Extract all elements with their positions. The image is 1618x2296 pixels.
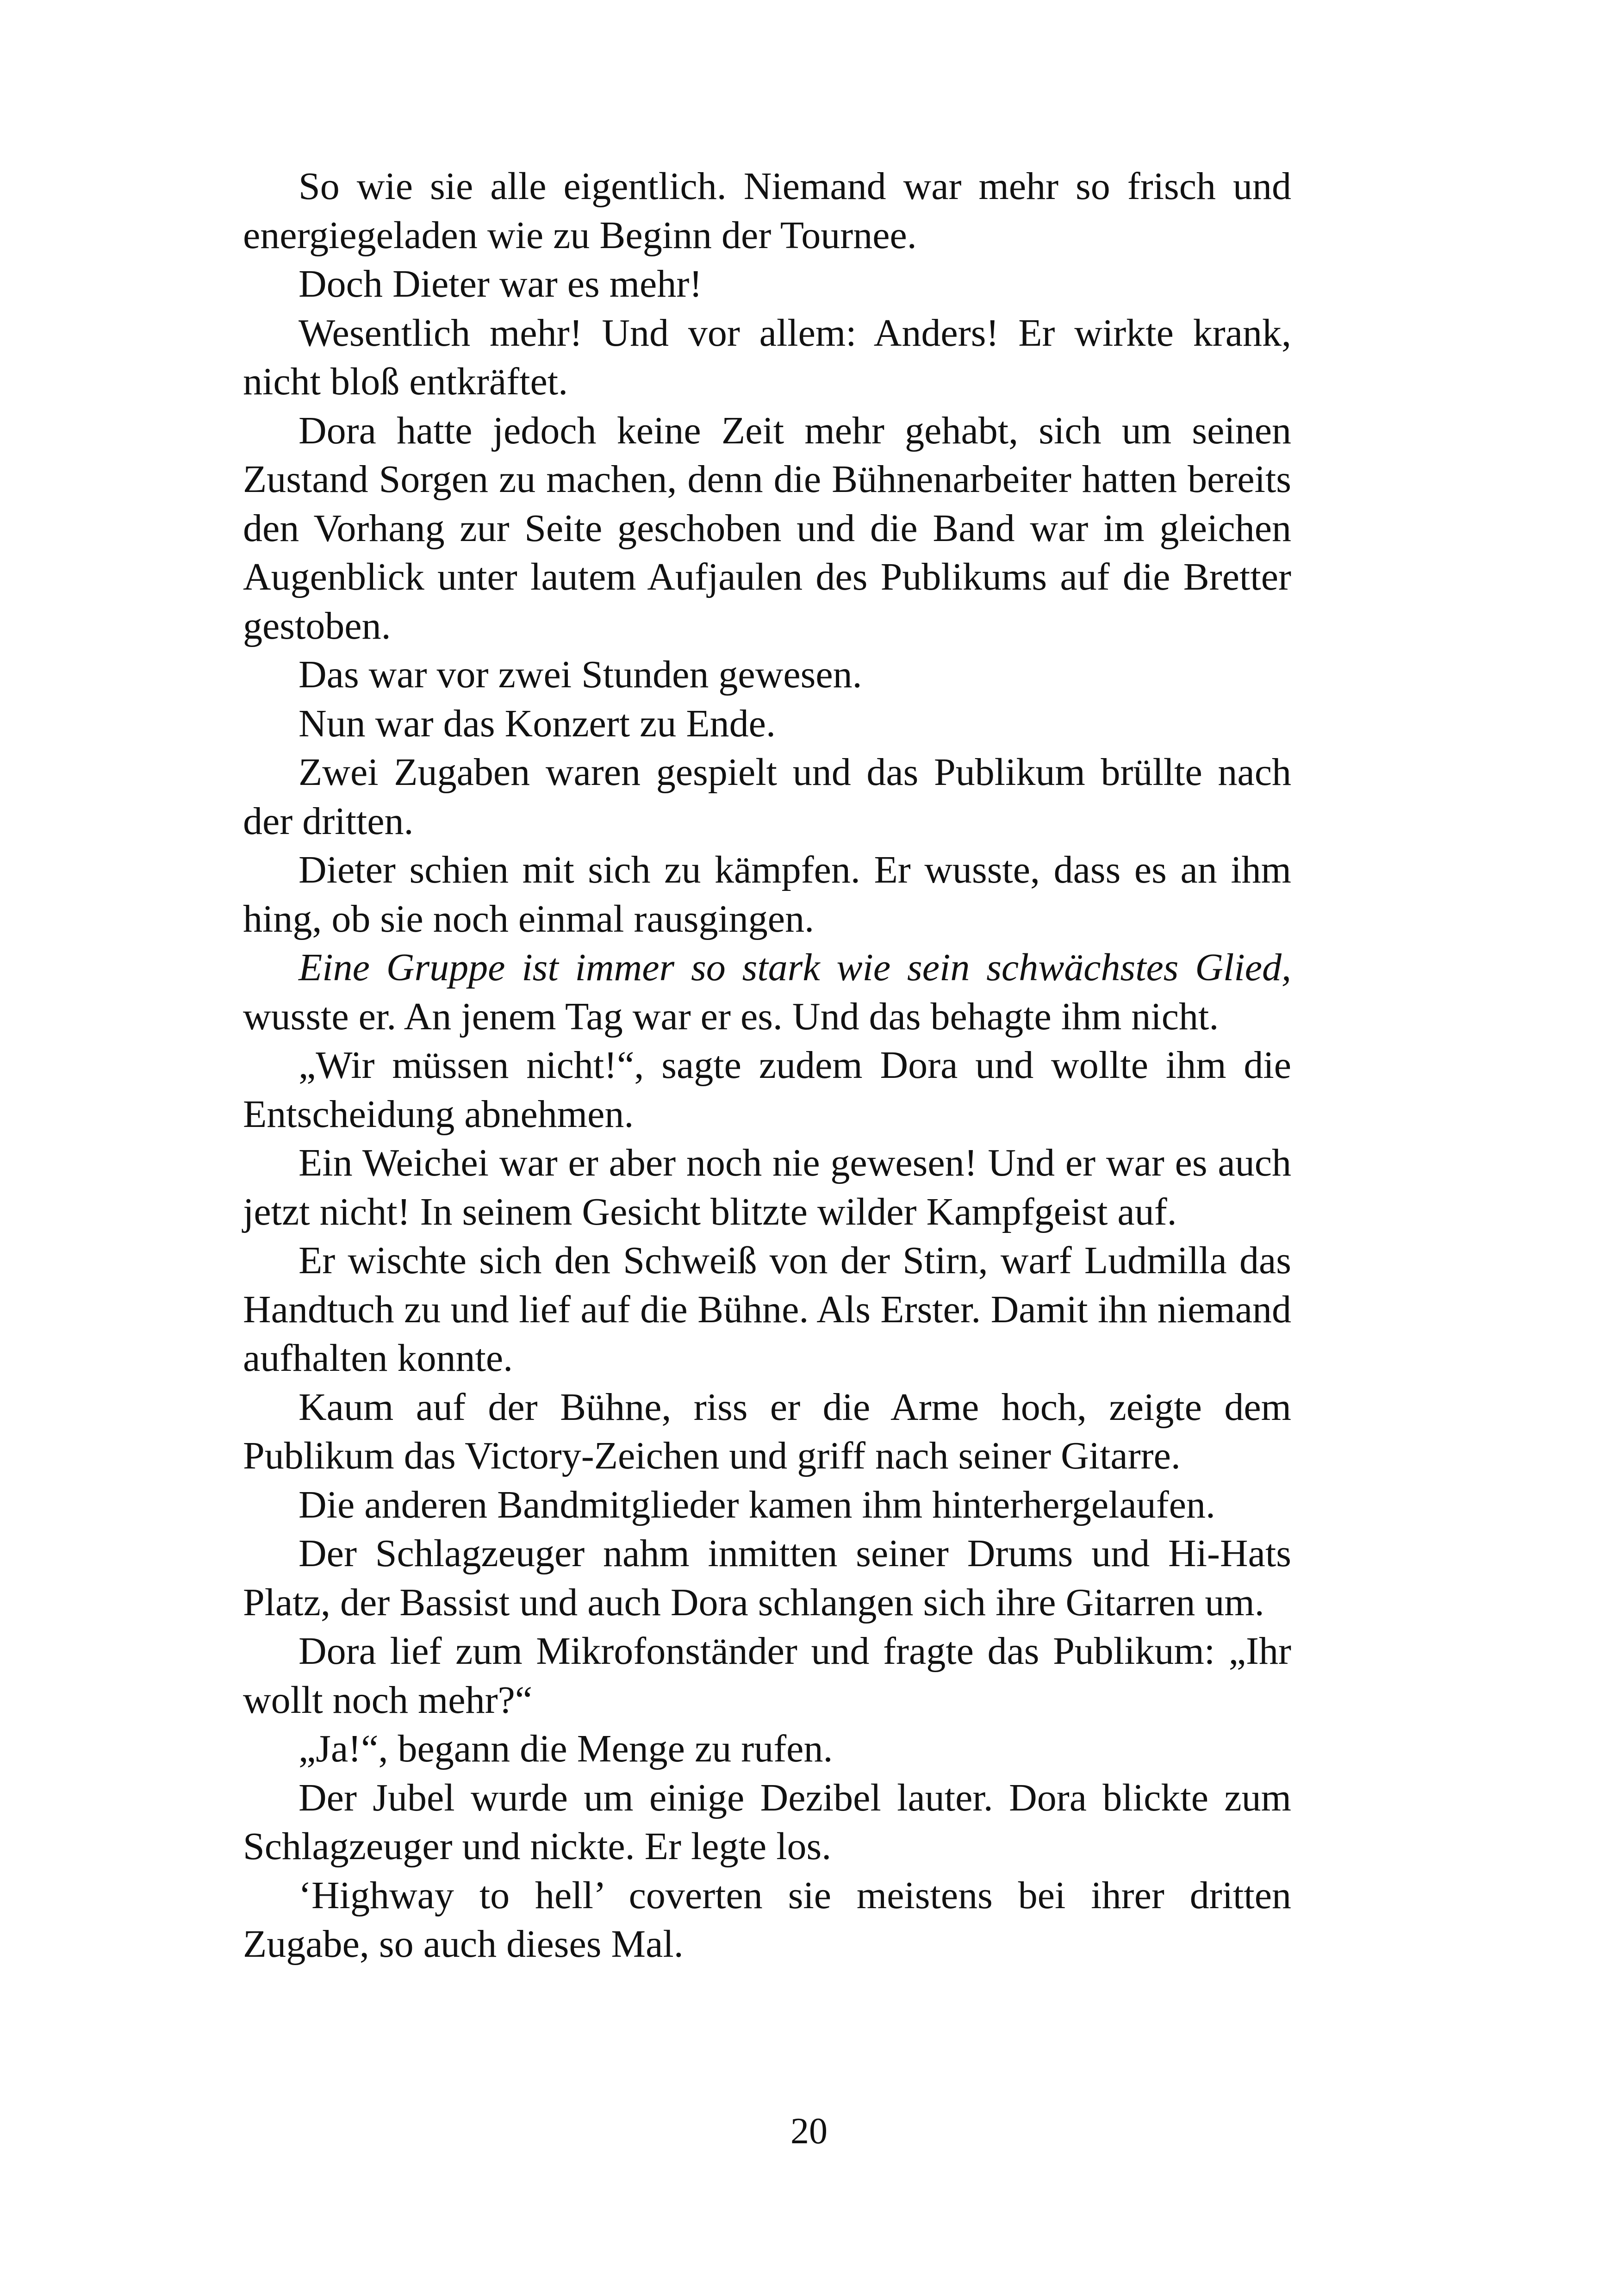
paragraph: ‘Highway to hell’ coverten sie meistens bei ihrer dritten Zugabe, so auch dieses Mal. bbox=[243, 1873, 1291, 1966]
paragraph: Nun war das Konzert zu Ende. bbox=[299, 702, 776, 745]
paragraph: Der Jubel wurde um einige Dezibel lauter. Dora blickte zum Schlagzeuger und nickte. Er legte los. bbox=[243, 1776, 1291, 1868]
paragraph: „Ja!“, begann die Menge zu rufen. bbox=[299, 1727, 833, 1770]
paragraph: „Wir müssen nicht!“, sagte zudem Dora und wollte ihm die Entscheidung abnehmen. bbox=[243, 1044, 1291, 1136]
paragraph: Dieter schien mit sich zu kämpfen. Er wusste, dass es an ihm hing, ob sie noch einmal rausgingen. bbox=[243, 848, 1291, 940]
body-text bbox=[243, 162, 1291, 1969]
italic-quote: Eine Gruppe ist immer so stark wie sein schwächstes Glied, bbox=[299, 946, 1291, 989]
paragraph: Dora lief zum Mikrofonständer und fragte das Publikum: „Ihr wollt noch mehr?“ bbox=[243, 1630, 1291, 1722]
paragraph: Ein Weichei war er aber noch nie gewesen! Und er war es auch jetzt nicht! In seinem Gesicht blitzte wilder Kampfgeist auf. bbox=[243, 1141, 1291, 1233]
paragraph: Die anderen Bandmitglieder kamen ihm hinterhergelaufen. bbox=[299, 1483, 1216, 1526]
paragraph: Kaum auf der Bühne, riss er die Arme hoch, zeigte dem Publikum das Victory-Zeichen und griff nach seiner Gitarre. bbox=[243, 1385, 1291, 1477]
paragraph: Dora hatte jedoch keine Zeit mehr gehabt, sich um seinen Zustand Sorgen zu machen, denn die Bühnenarbeiter hatten bereits den Vorhang zur Seite geschoben und die Band war im gleichen Augenblick unter lautem Aufjaulen des Publikums auf die Bretter gestoben. bbox=[243, 409, 1291, 647]
paragraph: So wie sie alle eigentlich. Niemand war mehr so frisch und energiegeladen wie zu Beginn der Tournee. bbox=[243, 165, 1291, 257]
paragraph: Er wischte sich den Schweiß von der Stirn, warf Ludmilla das Handtuch zu und lief auf die Bühne. Als Erster. Damit ihn niemand aufhalten konnte. bbox=[243, 1239, 1291, 1380]
paragraph: Wesentlich mehr! Und vor allem: Anders! Er wirkte krank, nicht bloß entkräftet. bbox=[243, 311, 1291, 403]
paragraph: Der Schlagzeuger nahm inmitten seiner Drums und Hi-Hats Platz, der Bassist und auch Dora schlangen sich ihre Gitarren um. bbox=[243, 1532, 1291, 1624]
paragraph: Das war vor zwei Stunden gewesen. bbox=[299, 653, 862, 696]
page-number: 20 bbox=[790, 2111, 828, 2152]
paragraph-continuation: wusste er. An jenem Tag war er es. Und das behagte ihm nicht. bbox=[243, 995, 1219, 1038]
paragraph: Zwei Zugaben waren gespielt und das Publikum brüllte nach der dritten. bbox=[243, 751, 1291, 843]
paragraph: Doch Dieter war es mehr! bbox=[299, 262, 703, 305]
italic-quote-paragraph bbox=[243, 943, 1291, 1041]
